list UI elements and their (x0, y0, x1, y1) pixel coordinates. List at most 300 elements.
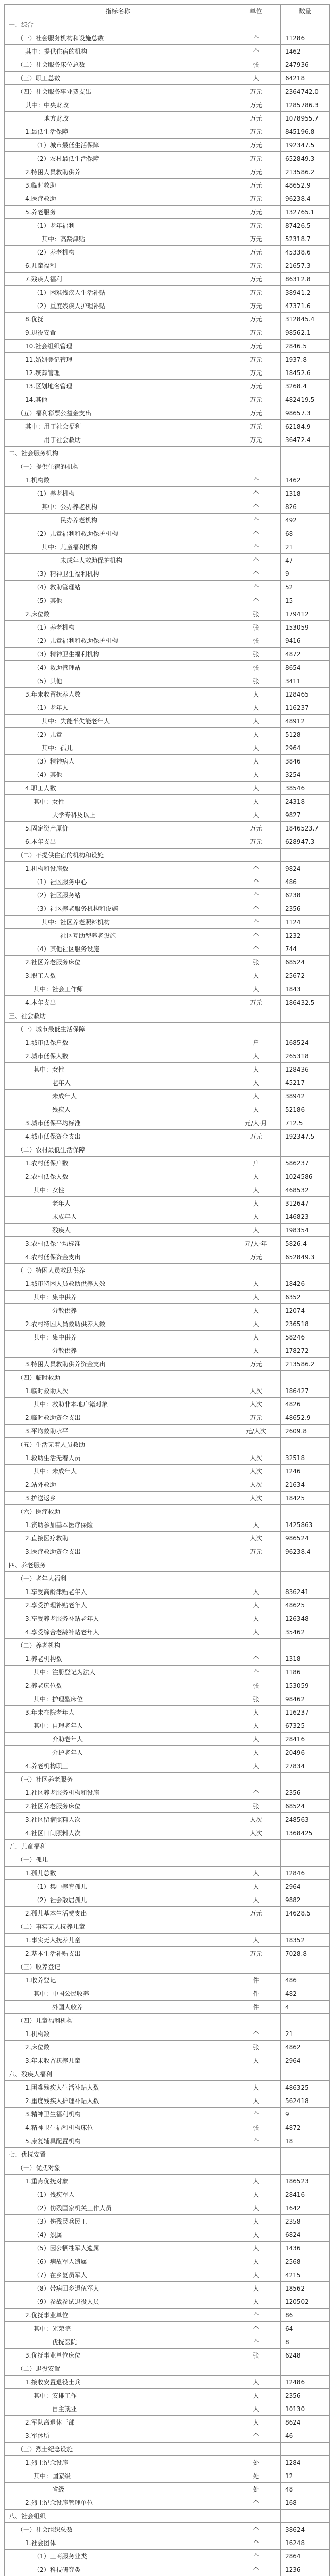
unit-cell: 人 (231, 2389, 281, 2402)
table-row (5, 2201, 330, 2215)
indicator-name-cell: 6.本年支出 (5, 835, 231, 848)
unit-cell: 人 (231, 768, 281, 781)
indicator-name-cell: 其中：公办养老机构 (5, 500, 231, 513)
indicator-name-cell: （1）城市最低生活保障 (5, 139, 231, 151)
unit-cell: 人 (231, 2268, 281, 2281)
unit-cell (231, 2014, 281, 2027)
unit-cell: 人 (231, 755, 281, 768)
value-cell: 2964 (281, 2054, 330, 2067)
table-row (5, 2134, 330, 2148)
unit-cell (231, 1264, 281, 1277)
table-row (5, 1277, 330, 1291)
value-cell: 586237 (281, 1157, 330, 1170)
indicator-name-cell: 3.优抚事业单位床位 (5, 2349, 231, 2362)
unit-cell: 人 (231, 2282, 281, 2295)
unit-cell: 人 (231, 1063, 281, 1076)
indicator-name-cell: 其中：中央财政 (5, 98, 231, 111)
indicator-name-cell: （一）提供住宿的机构 (5, 460, 231, 473)
indicator-name-cell: （2）儿童 (5, 728, 231, 741)
unit-cell (231, 2362, 281, 2375)
table-row (5, 1250, 330, 1264)
indicator-name-cell: （7）在乡复员军人 (5, 2268, 231, 2281)
value-cell: 8624 (281, 2416, 330, 2429)
table-body (5, 18, 330, 2576)
table-row (5, 1612, 330, 1625)
unit-cell: 万元 (231, 85, 281, 98)
table-row (5, 2094, 330, 2108)
value-cell (281, 18, 330, 31)
indicator-name-cell: （2）社区服务站 (5, 889, 231, 902)
unit-cell: 人 (231, 1599, 281, 1612)
indicator-name-cell: 12.殡葬管理 (5, 366, 231, 379)
table-row (5, 1960, 330, 1974)
unit-cell: 人 (231, 2295, 281, 2308)
unit-cell (231, 2067, 281, 2080)
table-row (5, 2282, 330, 2295)
indicator-name-cell: 2.城市低保人数 (5, 1049, 231, 1062)
unit-cell: 人 (231, 1076, 281, 1089)
unit-cell: 个 (231, 473, 281, 486)
indicator-name-cell: 其中：未成年人 (5, 1465, 231, 1478)
indicator-name-cell: （三）收养登记 (5, 1960, 231, 1973)
table-row (5, 1224, 330, 1237)
unit-cell (231, 1558, 281, 1571)
unit-cell: 个 (231, 875, 281, 888)
indicator-name-cell: 其中：护理型床位 (5, 1692, 231, 1705)
value-cell: 36472.4 (281, 433, 330, 446)
value-cell: 6352 (281, 1291, 330, 1303)
table-row (5, 85, 330, 98)
table-row (5, 674, 330, 688)
unit-cell: 万元 (231, 340, 281, 352)
unit-cell (231, 1009, 281, 1022)
value-cell (281, 1960, 330, 1973)
table-row (5, 916, 330, 929)
value-cell (281, 1773, 330, 1786)
value-cell: 213586.2 (281, 1358, 330, 1370)
unit-cell (231, 1639, 281, 1652)
value-cell: 64 (281, 2322, 330, 2335)
indicator-name-cell: 6.儿童福利 (5, 259, 231, 272)
value-cell: 1642 (281, 2201, 330, 2214)
table-row (5, 2228, 330, 2242)
unit-cell: 万元 (231, 380, 281, 393)
value-cell: 468532 (281, 1183, 330, 1196)
unit-cell: 万元 (231, 822, 281, 835)
unit-cell: 人 (231, 1934, 281, 1946)
table-row (5, 125, 330, 139)
indicator-name-cell: 其中：社会工作师 (5, 982, 231, 995)
table-row (5, 1692, 330, 1706)
indicator-name-cell: 3.精神卫生福利机构 (5, 2108, 231, 2121)
indicator-name-cell: 3.特困人员救助供养资金支出 (5, 1358, 231, 1370)
indicator-name-cell: （1）工商服务业类 (5, 2550, 231, 2563)
unit-cell: 个 (231, 2523, 281, 2536)
indicator-name-cell: （三）烈士纪念设施 (5, 2443, 231, 2455)
table-row (5, 1023, 330, 1036)
table-row (5, 273, 330, 286)
table-row (5, 1840, 330, 1853)
indicator-name-cell: 4.享受综合老龄补贴老年人 (5, 1625, 231, 1638)
unit-cell: 人 (231, 2416, 281, 2429)
unit-cell: 万元 (231, 313, 281, 326)
unit-cell: 人 (231, 2188, 281, 2201)
indicator-name-cell: （2）农村最低生活保障 (5, 152, 231, 165)
unit-cell: 人 (231, 1759, 281, 1772)
unit-cell: 件 (231, 1987, 281, 2000)
value-cell: 128465 (281, 688, 330, 701)
value-cell: 18452.6 (281, 366, 330, 379)
table-row (5, 500, 330, 514)
table-header (5, 5, 330, 18)
unit-cell (231, 1143, 281, 1156)
indicator-name-cell: 2.烈士纪念设施管理单位 (5, 2496, 231, 2509)
unit-cell: 处 (231, 2456, 281, 2469)
indicator-name-cell: 4.社区日间照料人次 (5, 1826, 231, 1839)
unit-cell (231, 460, 281, 473)
table-row (5, 527, 330, 540)
value-cell: 38546 (281, 782, 330, 794)
value-cell: 68524 (281, 956, 330, 969)
indicator-name-cell: 2.特困人员救助供养 (5, 165, 231, 178)
value-cell: 2609.8 (281, 1425, 330, 1437)
table-row (5, 1558, 330, 1572)
value-cell: 153059 (281, 621, 330, 634)
indicator-name-cell: 其中：儿童福利机构 (5, 540, 231, 553)
unit-cell: 万元 (231, 353, 281, 366)
indicator-name-cell: （2）伤残国家机关工作人员 (5, 2201, 231, 2214)
unit-cell: 人 (231, 1304, 281, 1317)
value-cell: 652849.3 (281, 152, 330, 165)
table-row (5, 1331, 330, 1344)
indicator-name-cell: 1.重点优抚对象 (5, 2175, 231, 2188)
unit-cell: 人 (231, 2376, 281, 2388)
table-row (5, 1264, 330, 1277)
indicator-name-cell: 其中：女性 (5, 795, 231, 808)
table-row (5, 634, 330, 648)
unit-cell: 人 (231, 1210, 281, 1223)
table-row (5, 2376, 330, 2389)
table-row (5, 1049, 330, 1063)
unit-cell: 人 (231, 1224, 281, 1236)
unit-cell (231, 1572, 281, 1585)
table-row (5, 1344, 330, 1358)
table-row (5, 567, 330, 581)
table-row (5, 822, 330, 835)
unit-cell: 个 (231, 554, 281, 567)
indicator-name-cell: 3.临时救助 (5, 179, 231, 192)
table-row (5, 206, 330, 219)
table-row (5, 1398, 330, 1411)
indicator-name-cell: 3.年末收留抚养儿童 (5, 2054, 231, 2067)
table-row (5, 514, 330, 527)
value-cell: 5826.4 (281, 1237, 330, 1250)
unit-cell: 个 (231, 45, 281, 58)
indicator-name-cell: （4）烈属 (5, 2228, 231, 2241)
table-row (5, 1505, 330, 1518)
unit-cell: 个 (231, 500, 281, 513)
table-row (5, 1063, 330, 1076)
unit-cell (231, 849, 281, 861)
unit-cell: 万元 (231, 98, 281, 111)
table-row (5, 1639, 330, 1652)
unit-cell: 个 (231, 1786, 281, 1799)
indicator-name-cell: 1.收养登记 (5, 1974, 231, 1987)
unit-cell: 处 (231, 2469, 281, 2482)
indicator-name-cell: 1.社区养老服务机构和设施 (5, 1786, 231, 1799)
table-row (5, 1317, 330, 1331)
unit-cell: 人 (231, 2094, 281, 2107)
value-cell: 192347.5 (281, 139, 330, 151)
table-row (5, 1585, 330, 1599)
indicator-name-cell: 1.事实无人抚养儿童 (5, 1934, 231, 1946)
value-cell: 4872 (281, 648, 330, 660)
value-cell (281, 2362, 330, 2375)
table-row (5, 1425, 330, 1438)
value-cell (281, 2443, 330, 2455)
indicator-name-cell: 用于社会救助 (5, 433, 231, 446)
unit-cell: 个 (231, 929, 281, 942)
table-row (5, 1371, 330, 1384)
unit-cell: 人次 (231, 1451, 281, 1464)
unit-cell: 个 (231, 2496, 281, 2509)
unit-cell: 人 (231, 2054, 281, 2067)
indicator-name-cell: （六）医疗救助 (5, 1505, 231, 1518)
indicator-name-cell: 分散供养 (5, 1344, 231, 1357)
value-cell (281, 1853, 330, 1866)
indicator-name-cell: （2）社会散居孤儿 (5, 1893, 231, 1906)
value-cell: 7028.8 (281, 1947, 330, 1960)
indicator-name-cell: 介助老年人 (5, 1733, 231, 1745)
table-row (5, 1893, 330, 1907)
value-cell: 1462 (281, 45, 330, 58)
indicator-name-cell: （二）社会服务床位总数 (5, 58, 231, 71)
table-row (5, 2469, 330, 2483)
unit-cell: 人 (231, 715, 281, 727)
unit-cell: 人次 (231, 1826, 281, 1839)
unit-cell: 人次 (231, 1398, 281, 1411)
unit-cell (231, 1960, 281, 1973)
unit-cell: 张 (231, 607, 281, 620)
unit-cell: 人 (231, 982, 281, 995)
value-cell: 62184.9 (281, 420, 330, 433)
indicator-name-cell: 4.本年支出 (5, 996, 231, 1009)
indicator-name-cell: （一）优抚对象 (5, 2161, 231, 2174)
unit-cell: 万元 (231, 1358, 281, 1370)
indicator-name-cell: （二）退役安置 (5, 2362, 231, 2375)
indicator-name-cell: 未成年人 (5, 1090, 231, 1103)
value-cell: 8 (281, 2335, 330, 2348)
value-cell (281, 2510, 330, 2522)
value-cell: 836241 (281, 1585, 330, 1598)
indicator-name-cell: （3）精神卫生福利机构 (5, 648, 231, 660)
unit-cell (231, 2148, 281, 2161)
indicator-name-cell: （一）城市最低生活保障 (5, 1023, 231, 1036)
value-cell: 38942 (281, 1090, 330, 1103)
indicator-name-cell: 其中：女性 (5, 1183, 231, 1196)
table-row (5, 1183, 330, 1197)
table-row (5, 929, 330, 942)
value-cell: 38624 (281, 2523, 330, 2536)
unit-cell: 人 (231, 1090, 281, 1103)
indicator-name-cell: （4）其他社区服务设施 (5, 942, 231, 955)
value-cell: 4872 (281, 2121, 330, 2134)
unit-cell: 万元 (231, 139, 281, 151)
unit-cell: 个 (231, 902, 281, 915)
indicator-name-cell: 五、儿童福利 (5, 1840, 231, 1853)
value-cell: 48652.9 (281, 1411, 330, 1424)
unit-cell: 万元 (231, 420, 281, 433)
table-row (5, 45, 330, 58)
value-cell: 5128 (281, 728, 330, 741)
table-row (5, 447, 330, 460)
indicator-name-cell: 1.困难残疾人生活补贴人数 (5, 2081, 231, 2094)
table-row (5, 1733, 330, 1746)
table-row (5, 1237, 330, 1250)
value-cell: 168 (281, 2496, 330, 2509)
value-cell: 120502 (281, 2295, 330, 2308)
table-row (5, 728, 330, 741)
value-cell: 12074 (281, 1304, 330, 1317)
value-cell: 826 (281, 500, 330, 513)
table-row (5, 1947, 330, 1960)
unit-cell: 人 (231, 688, 281, 701)
indicator-name-cell: 4.城市低保资金支出 (5, 1130, 231, 1143)
indicator-name-cell: （一）孤儿 (5, 1853, 231, 1866)
table-row (5, 1411, 330, 1425)
value-cell (281, 1371, 330, 1384)
table-row (5, 1545, 330, 1558)
indicator-name-cell: 3.年末收留抚养人数 (5, 688, 231, 701)
table-row (5, 112, 330, 125)
table-row (5, 18, 330, 31)
indicator-name-cell: 8.优抚 (5, 313, 231, 326)
indicator-name-cell: 优抚医院 (5, 2335, 231, 2348)
value-cell (281, 1840, 330, 1853)
header-unit: 单位 (231, 5, 281, 18)
value-cell: 21657.3 (281, 259, 330, 272)
unit-cell: 人 (231, 1518, 281, 1531)
value-cell (281, 1572, 330, 1585)
unit-cell: 张 (231, 661, 281, 674)
value-cell: 1124 (281, 916, 330, 928)
unit-cell: 人 (231, 2402, 281, 2415)
unit-cell (231, 1023, 281, 1036)
value-cell: 18352 (281, 1934, 330, 1946)
unit-cell: 人 (231, 1103, 281, 1116)
table-row (5, 554, 330, 567)
indicator-name-cell: 1.农村低保户数 (5, 1157, 231, 1170)
value-cell (281, 1023, 330, 1036)
value-cell: 18 (281, 2134, 330, 2147)
table-row (5, 2362, 330, 2376)
indicator-name-cell: 未成年人救助保护机构 (5, 554, 231, 567)
value-cell: 2964 (281, 1880, 330, 1893)
value-cell: 486 (281, 1974, 330, 1987)
value-cell: 126348 (281, 1612, 330, 1625)
value-cell: 1232 (281, 929, 330, 942)
value-cell: 482419.5 (281, 393, 330, 406)
unit-cell: 人 (231, 1880, 281, 1893)
unit-cell: 万元 (231, 1130, 281, 1143)
unit-cell: 人 (231, 1733, 281, 1745)
table-row (5, 2335, 330, 2349)
value-cell: 67325 (281, 1719, 330, 1732)
unit-cell: 人 (231, 1317, 281, 1330)
indicator-name-cell: 三、社会救助 (5, 1009, 231, 1022)
indicator-name-cell: 3.军休所 (5, 2429, 231, 2442)
value-cell: 186427 (281, 1384, 330, 1397)
table-row (5, 1304, 330, 1317)
value-cell: 192347.5 (281, 1130, 330, 1143)
table-row (5, 741, 330, 755)
indicator-name-cell: 1.接收安置退役士兵 (5, 2376, 231, 2388)
unit-cell: 人 (231, 72, 281, 84)
unit-cell: 人 (231, 701, 281, 714)
indicator-name-cell: 9.退役安置 (5, 326, 231, 339)
value-cell: 96238.4 (281, 1545, 330, 1558)
unit-cell: 张 (231, 956, 281, 969)
value-cell (281, 1920, 330, 1933)
table-row (5, 1652, 330, 1666)
unit-cell: 人 (231, 1197, 281, 1210)
unit-cell: 万元 (231, 206, 281, 218)
table-row (5, 996, 330, 1009)
value-cell (281, 1639, 330, 1652)
unit-cell: 元/人次 (231, 1425, 281, 1437)
indicator-name-cell: （三）社区养老服务 (5, 1773, 231, 1786)
unit-cell: 万元 (231, 152, 281, 165)
value-cell: 9 (281, 567, 330, 580)
indicator-name-cell: （四）临时救助 (5, 1371, 231, 1384)
value-cell: 1284 (281, 2456, 330, 2469)
table-row (5, 1197, 330, 1210)
indicator-name-cell: 1.机构和设施数 (5, 862, 231, 875)
unit-cell: 人 (231, 741, 281, 754)
value-cell: 2568 (281, 2255, 330, 2268)
unit-cell: 张 (231, 2349, 281, 2362)
unit-cell: 万元 (231, 996, 281, 1009)
value-cell: 8654 (281, 661, 330, 674)
table-row (5, 688, 330, 701)
indicator-name-cell: 老年人 (5, 1197, 231, 1210)
value-cell: 128436 (281, 1063, 330, 1076)
value-cell: 87426.5 (281, 219, 330, 232)
indicator-name-cell: 1.烈士纪念设施 (5, 2456, 231, 2469)
table-row (5, 139, 330, 152)
unit-cell: 个 (231, 2536, 281, 2549)
table-row (5, 1438, 330, 1451)
table-row (5, 581, 330, 594)
value-cell: 46 (281, 2429, 330, 2442)
unit-cell: 万元 (231, 326, 281, 339)
indicator-name-cell: 六、残疾人福利 (5, 2067, 231, 2080)
unit-cell: 人次 (231, 1813, 281, 1826)
unit-cell: 人 (231, 1625, 281, 1638)
indicator-name-cell: （1）老年福利 (5, 219, 231, 232)
indicator-name-cell: （2）科技研究类 (5, 2563, 231, 2576)
unit-cell: 个 (231, 2322, 281, 2335)
indicator-name-cell: （二）不提供住宿的机构和设施 (5, 849, 231, 861)
table-row (5, 2041, 330, 2054)
value-cell (281, 447, 330, 460)
indicator-name-cell: 介护老年人 (5, 1746, 231, 1759)
indicator-name-cell: 2.养老床位数 (5, 1679, 231, 1692)
indicator-name-cell: （6）病故军人遗属 (5, 2255, 231, 2268)
indicator-name-cell: （2）养老机构 (5, 246, 231, 259)
unit-cell: 个 (231, 916, 281, 928)
unit-cell: 个 (231, 2335, 281, 2348)
